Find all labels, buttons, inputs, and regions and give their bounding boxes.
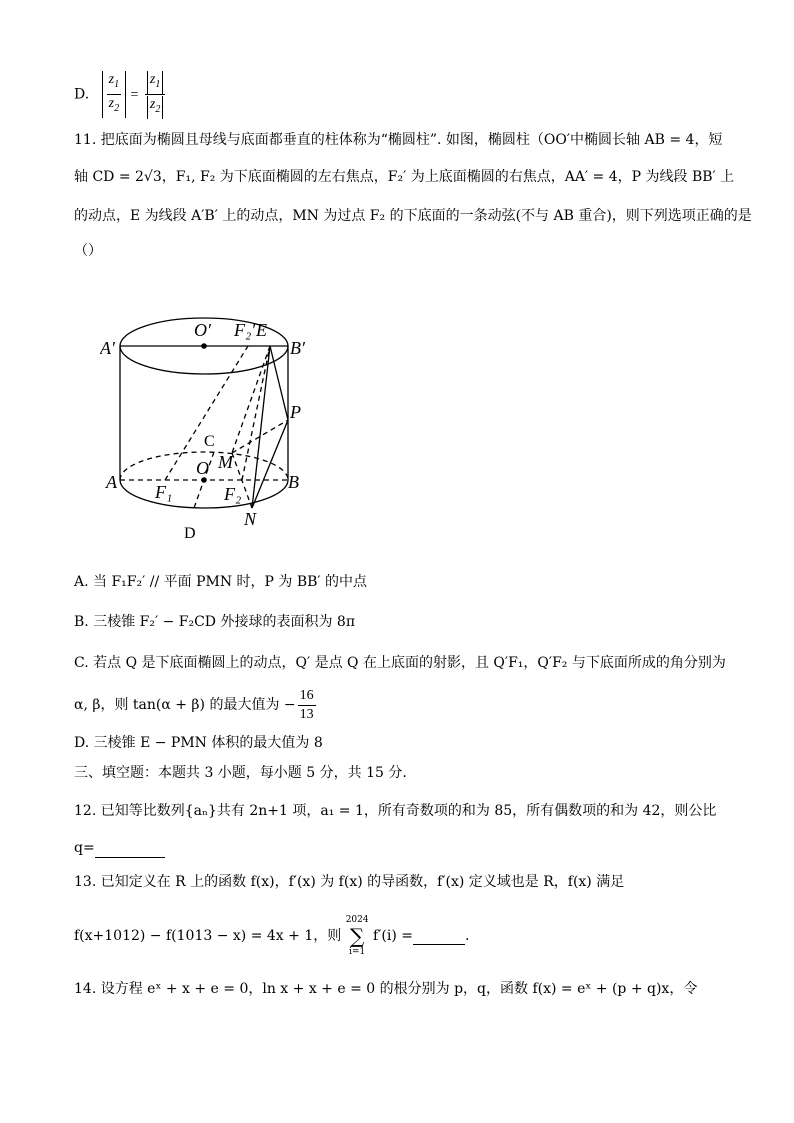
fraction-of-abs: $\frac{z_1}{z_2}$	[145, 70, 165, 119]
q11-option-d: D. 三棱锥 E − PMN 体积的最大值为 8	[74, 735, 323, 751]
q14-line1: 14. 设方程 eˣ + x + e = 0，ln x + x + e = 0 的根分别为 p，q，函数 f(x) = eˣ + (p + q)x，令	[74, 981, 698, 997]
label-o: O	[196, 458, 209, 478]
label-n: N	[244, 509, 257, 529]
q12-line2: q=	[74, 838, 165, 858]
label-b-prime: B′	[290, 338, 305, 358]
point-o	[201, 477, 207, 483]
bottom-ellipse-front	[120, 480, 288, 508]
label-e: E	[256, 320, 267, 340]
q11-option-c2: α, β，则 tan(α + β) 的最大值为 − $\frac{16}{13}$	[74, 687, 314, 722]
label-f1: F₁	[155, 482, 173, 502]
point-o-prime	[201, 343, 207, 349]
q11-line1: 11. 把底面为椭圆且母线与底面都垂直的柱体称为“椭圆柱”. 如图，椭圆柱（OO′中椭圆长轴 AB = 4，短	[74, 132, 723, 148]
abs-fraction: $\frac{z_1}{z_2}$	[102, 71, 126, 118]
segment-e-p	[270, 346, 288, 420]
segment-e-n	[252, 346, 270, 508]
option-d-prev: D. $\frac{z_1}{z_2}$ = $\frac{z_1}{z_2}$	[74, 70, 167, 119]
label-f2-prime: F₂′	[234, 320, 256, 340]
label-c: C	[204, 433, 215, 450]
q12-line1: 12. 已知等比数列{aₙ}共有 2n+1 项，a₁ = 1，所有奇数项的和为 85，所有偶数项的和为 42，则公比	[74, 803, 717, 819]
fraction-16-13: $\frac{16}{13}$	[299, 687, 314, 722]
elliptic-cylinder-figure	[100, 300, 330, 550]
label-o-prime: O′	[194, 320, 211, 340]
label-b: B	[288, 472, 299, 492]
q11-line4: （）	[74, 243, 102, 259]
q11-option-c1: C. 若点 Q 是下底面椭圆上的动点，Q′ 是点 Q 在上底面的射影，且 Q′F₁，Q′F₂ 与下底面所成的角分别为	[74, 655, 726, 671]
label-f2: F₂	[224, 484, 242, 504]
answer-blank-q13	[413, 928, 465, 945]
q13-line2: f(x+1012) − f(1013 − x) = 4x + 1，则 2024 ∑ i=1 f′(i) = .	[74, 915, 470, 957]
section-3-heading: 三、填空题：本题共 3 小题，每小题 5 分，共 15 分.	[74, 765, 407, 781]
label-a: A	[106, 472, 117, 492]
q11-line2: 轴 CD = 2√3，F₁, F₂ 为下底面椭圆的左右焦点，F₂′ 为上底面椭圆的右焦点，AA′ = 4，P 为线段 BB′ 上	[74, 169, 735, 185]
q11-line3: 的动点，E 为线段 A′B′ 上的动点，MN 为过点 F₂ 的下底面的一条动弦(不与 AB 重合)，则下列选项正确的是	[74, 208, 752, 224]
label-p: P	[290, 402, 301, 422]
q13-line1: 13. 已知定义在 R 上的函数 f(x)，f′(x) 为 f(x) 的导函数，f′(x) 定义域也是 R，f(x) 满足	[74, 874, 625, 890]
label-a-prime: A′	[100, 338, 115, 358]
summation: 2024 ∑ i=1	[345, 915, 369, 957]
segment-f2-e	[242, 346, 270, 480]
label-d: D	[184, 525, 196, 542]
q11-option-b: B. 三棱锥 F₂′ − F₂CD 外接球的表面积为 8π	[74, 614, 356, 630]
label-m: M	[218, 452, 233, 472]
q11-option-a: A. 当 F₁F₂′ // 平面 PMN 时，P 为 BB′ 的中点	[74, 574, 368, 590]
answer-blank-q12	[95, 841, 165, 858]
